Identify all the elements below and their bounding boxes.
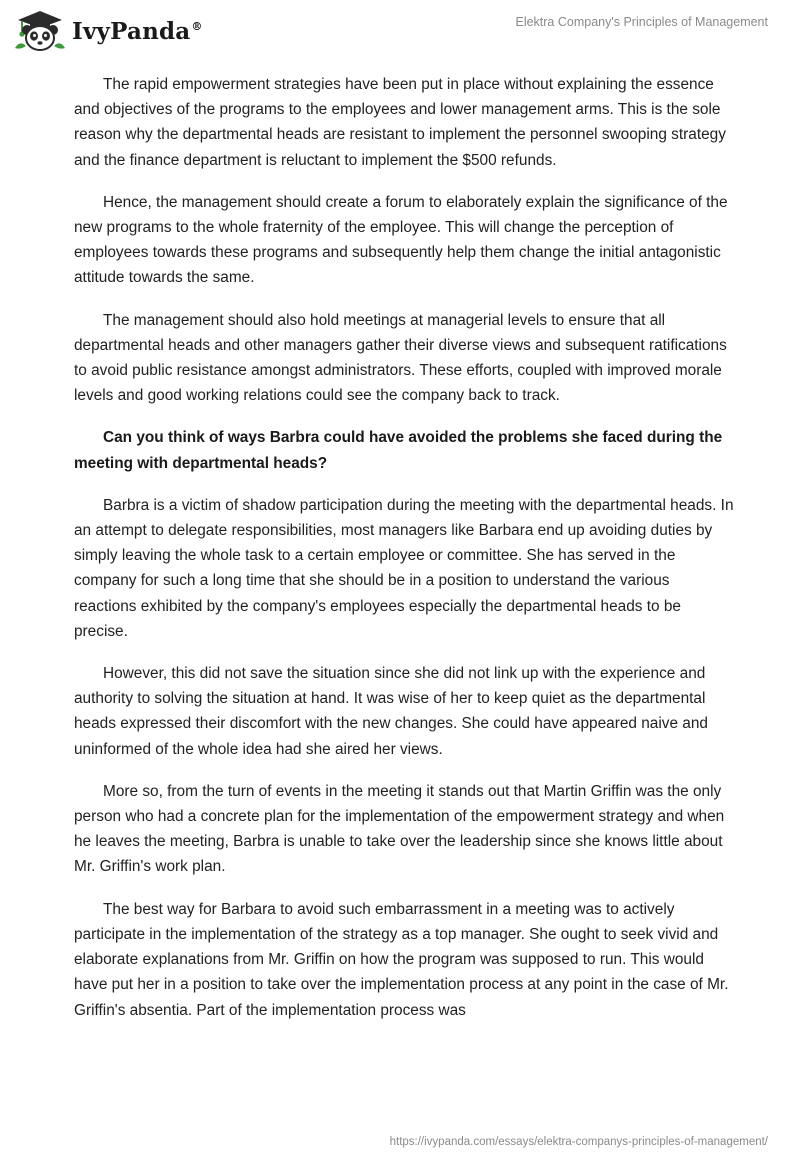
paragraph-6: More so, from the turn of events in the meeting it stands out that Martin Griffin was the only person who had a concrete plan for the implementation of the empowerment strategy and when he leaves the meeting, Barbra is unable to take over the leadership since she knows little about Mr. Griffin's work plan. bbox=[74, 782, 725, 876]
ivypanda-logo[interactable] bbox=[14, 8, 203, 52]
paragraph-2: Hence, the management should create a forum to elaborately explain the significance of the new programs to the whole fraternity of the employee. This will change the perception of employees towards these programs and subsequently help them change the initial antagonistic attitude towards the same. bbox=[74, 193, 728, 287]
panda-graduate-icon bbox=[14, 8, 66, 52]
question-heading: Can you think of ways Barbra could have avoided the problems she faced during the meeting with departmental heads? bbox=[74, 429, 723, 472]
essay-body bbox=[74, 72, 734, 1040]
source-url[interactable]: https://ivypanda.com/essays/elektra-companys-principles-of-management/ bbox=[389, 1136, 768, 1148]
paragraph-7: The best way for Barbara to avoid such embarrassment in a meeting was to actively participate in the implementation of the strategy as a top manager. She ought to seek vivid and elaborate explanations from Mr. Griffin on how the program was supposed to run. This would have put her in a position to take over the implementation process at any point in the case of Mr. Griffin's absentia. Part of the implementation process was bbox=[74, 900, 729, 1019]
paragraph-3: The management should also hold meetings at managerial levels to ensure that all departmental heads and other managers gather their diverse views and subsequent ratifications to avoid public resistance amongst administrators. These efforts, coupled with improved morale levels and good working relations could see the company back to track. bbox=[74, 311, 727, 405]
logo-text: IvyPanda® bbox=[72, 17, 203, 45]
page-header bbox=[0, 0, 800, 64]
paragraph-5: However, this did not save the situation since she did not link up with the experience and authority to solving the situation at hand. It was wise of her to keep quiet as the departmental heads expressed their discomfort with the new changes. She could have appeared naive and uninformed of the whole idea had she aired her views. bbox=[74, 665, 708, 758]
document-title: Elektra Company's Principles of Management bbox=[515, 15, 768, 29]
paragraph-1: The rapid empowerment strategies have been put in place without explaining the essence and objectives of the programs to the employees and lower management arms. This is the sole reason why the departmental heads are resistant to implement the personnel swooping strategy and the finance department is reluctant to implement the $500 refunds. bbox=[74, 76, 726, 169]
registered-mark: ® bbox=[191, 19, 203, 33]
paragraph-4: Barbra is a victim of shadow participation during the meeting with the departmental heads. In an attempt to delegate responsibilities, most managers like Barbara end up avoiding duties by simply leaving the whole task to a certain employee or committee. She has served in the company for such a long time that she should be in a position to understand the various reactions exhibited by the company's employees especially the departmental heads to be precise. bbox=[74, 496, 734, 640]
